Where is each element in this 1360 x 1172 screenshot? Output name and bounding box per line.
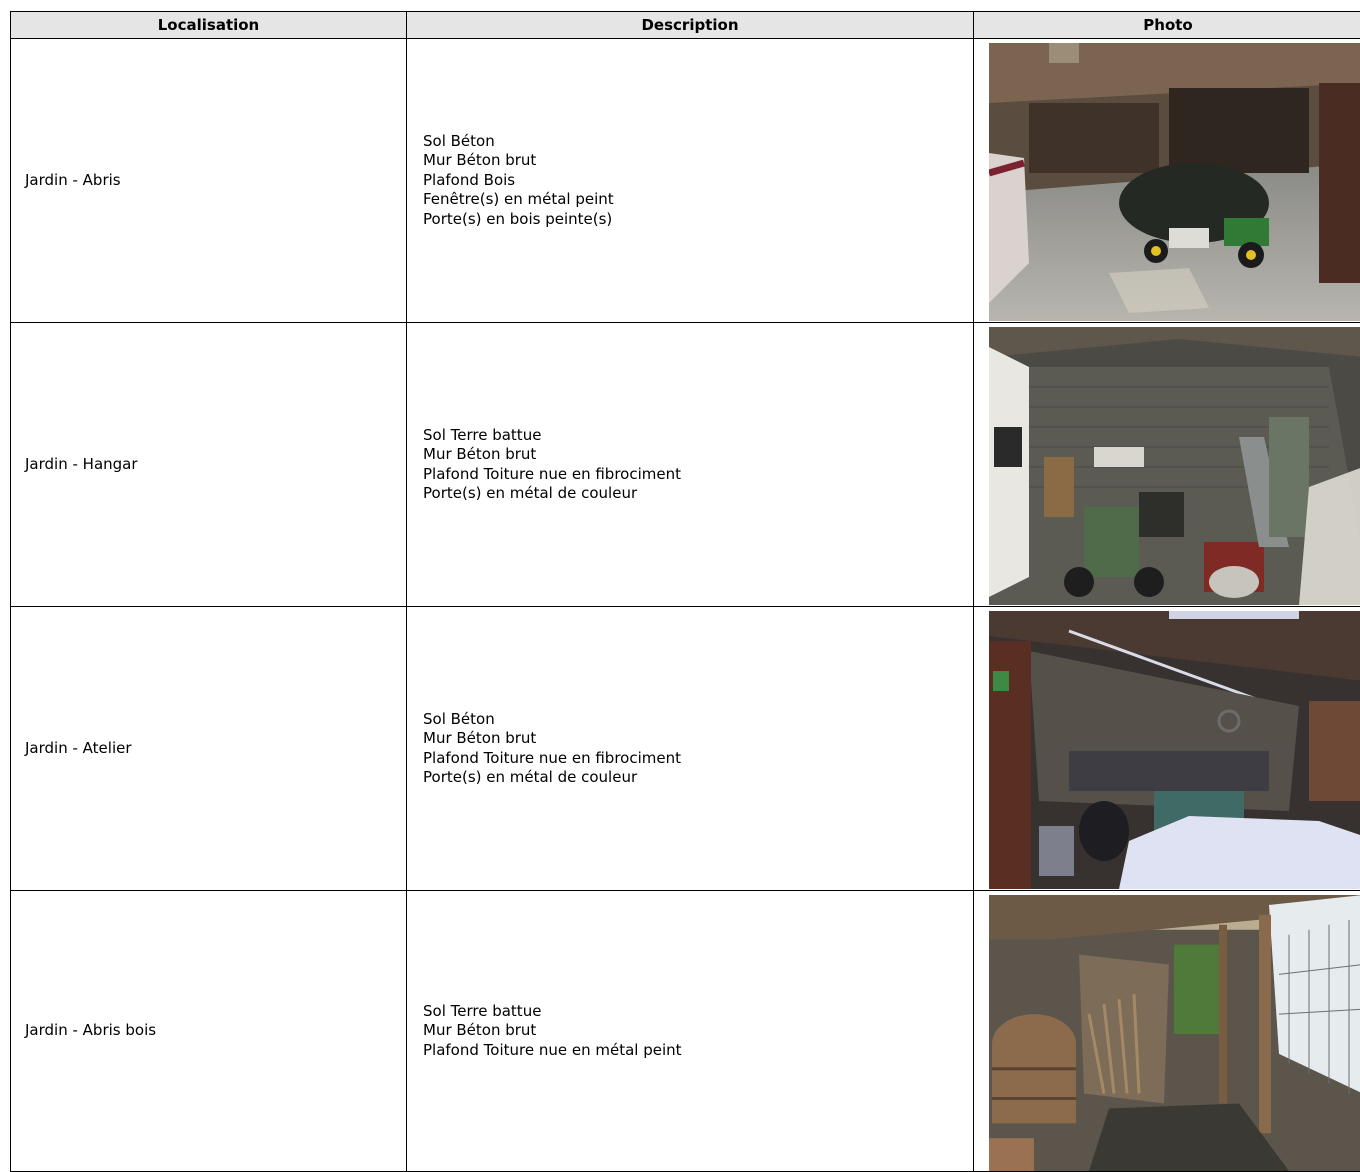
description-line: Sol Béton — [423, 710, 973, 730]
description-cell — [407, 323, 974, 607]
table-row — [11, 891, 1360, 1172]
description-line: Fenêtre(s) en métal peint — [423, 190, 973, 210]
photo-workshop — [989, 611, 1360, 889]
description-cell — [407, 607, 974, 891]
location-cell: Jardin - Hangar — [11, 323, 407, 607]
description-line: Mur Béton brut — [423, 445, 973, 465]
header-row — [11, 12, 1360, 39]
description-line: Porte(s) en métal de couleur — [423, 768, 973, 788]
location-cell: Jardin - Atelier — [11, 607, 407, 891]
photo-cell — [974, 323, 1360, 607]
description-line: Porte(s) en métal de couleur — [423, 484, 973, 504]
photo-hangar — [989, 327, 1360, 605]
description-line: Sol Terre battue — [423, 1002, 973, 1022]
photo-garden-shed — [989, 43, 1360, 321]
location-cell: Jardin - Abris — [11, 39, 407, 323]
photo-cell — [974, 607, 1360, 891]
table-row — [11, 607, 1360, 891]
photo-woodshed — [989, 895, 1360, 1171]
description-line: Sol Terre battue — [423, 426, 973, 446]
description-line: Plafond Toiture nue en fibrociment — [423, 749, 973, 769]
location-cell: Jardin - Abris bois — [11, 891, 407, 1172]
header-location: Localisation — [11, 12, 407, 39]
header-description: Description — [407, 12, 974, 39]
description-line: Plafond Bois — [423, 171, 973, 191]
table-row — [11, 323, 1360, 607]
description-cell — [407, 891, 974, 1172]
description-line: Plafond Toiture nue en fibrociment — [423, 465, 973, 485]
description-cell — [407, 39, 974, 323]
header-photo: Photo — [974, 12, 1360, 39]
photo-cell — [974, 39, 1360, 323]
description-line: Sol Béton — [423, 132, 973, 152]
photo-cell — [974, 891, 1360, 1172]
description-line: Mur Béton brut — [423, 151, 973, 171]
table-row — [11, 39, 1360, 323]
description-line: Mur Béton brut — [423, 729, 973, 749]
description-line: Mur Béton brut — [423, 1021, 973, 1041]
description-line: Porte(s) en bois peinte(s) — [423, 210, 973, 230]
inspection-table — [10, 11, 1360, 1172]
description-line: Plafond Toiture nue en métal peint — [423, 1041, 973, 1061]
